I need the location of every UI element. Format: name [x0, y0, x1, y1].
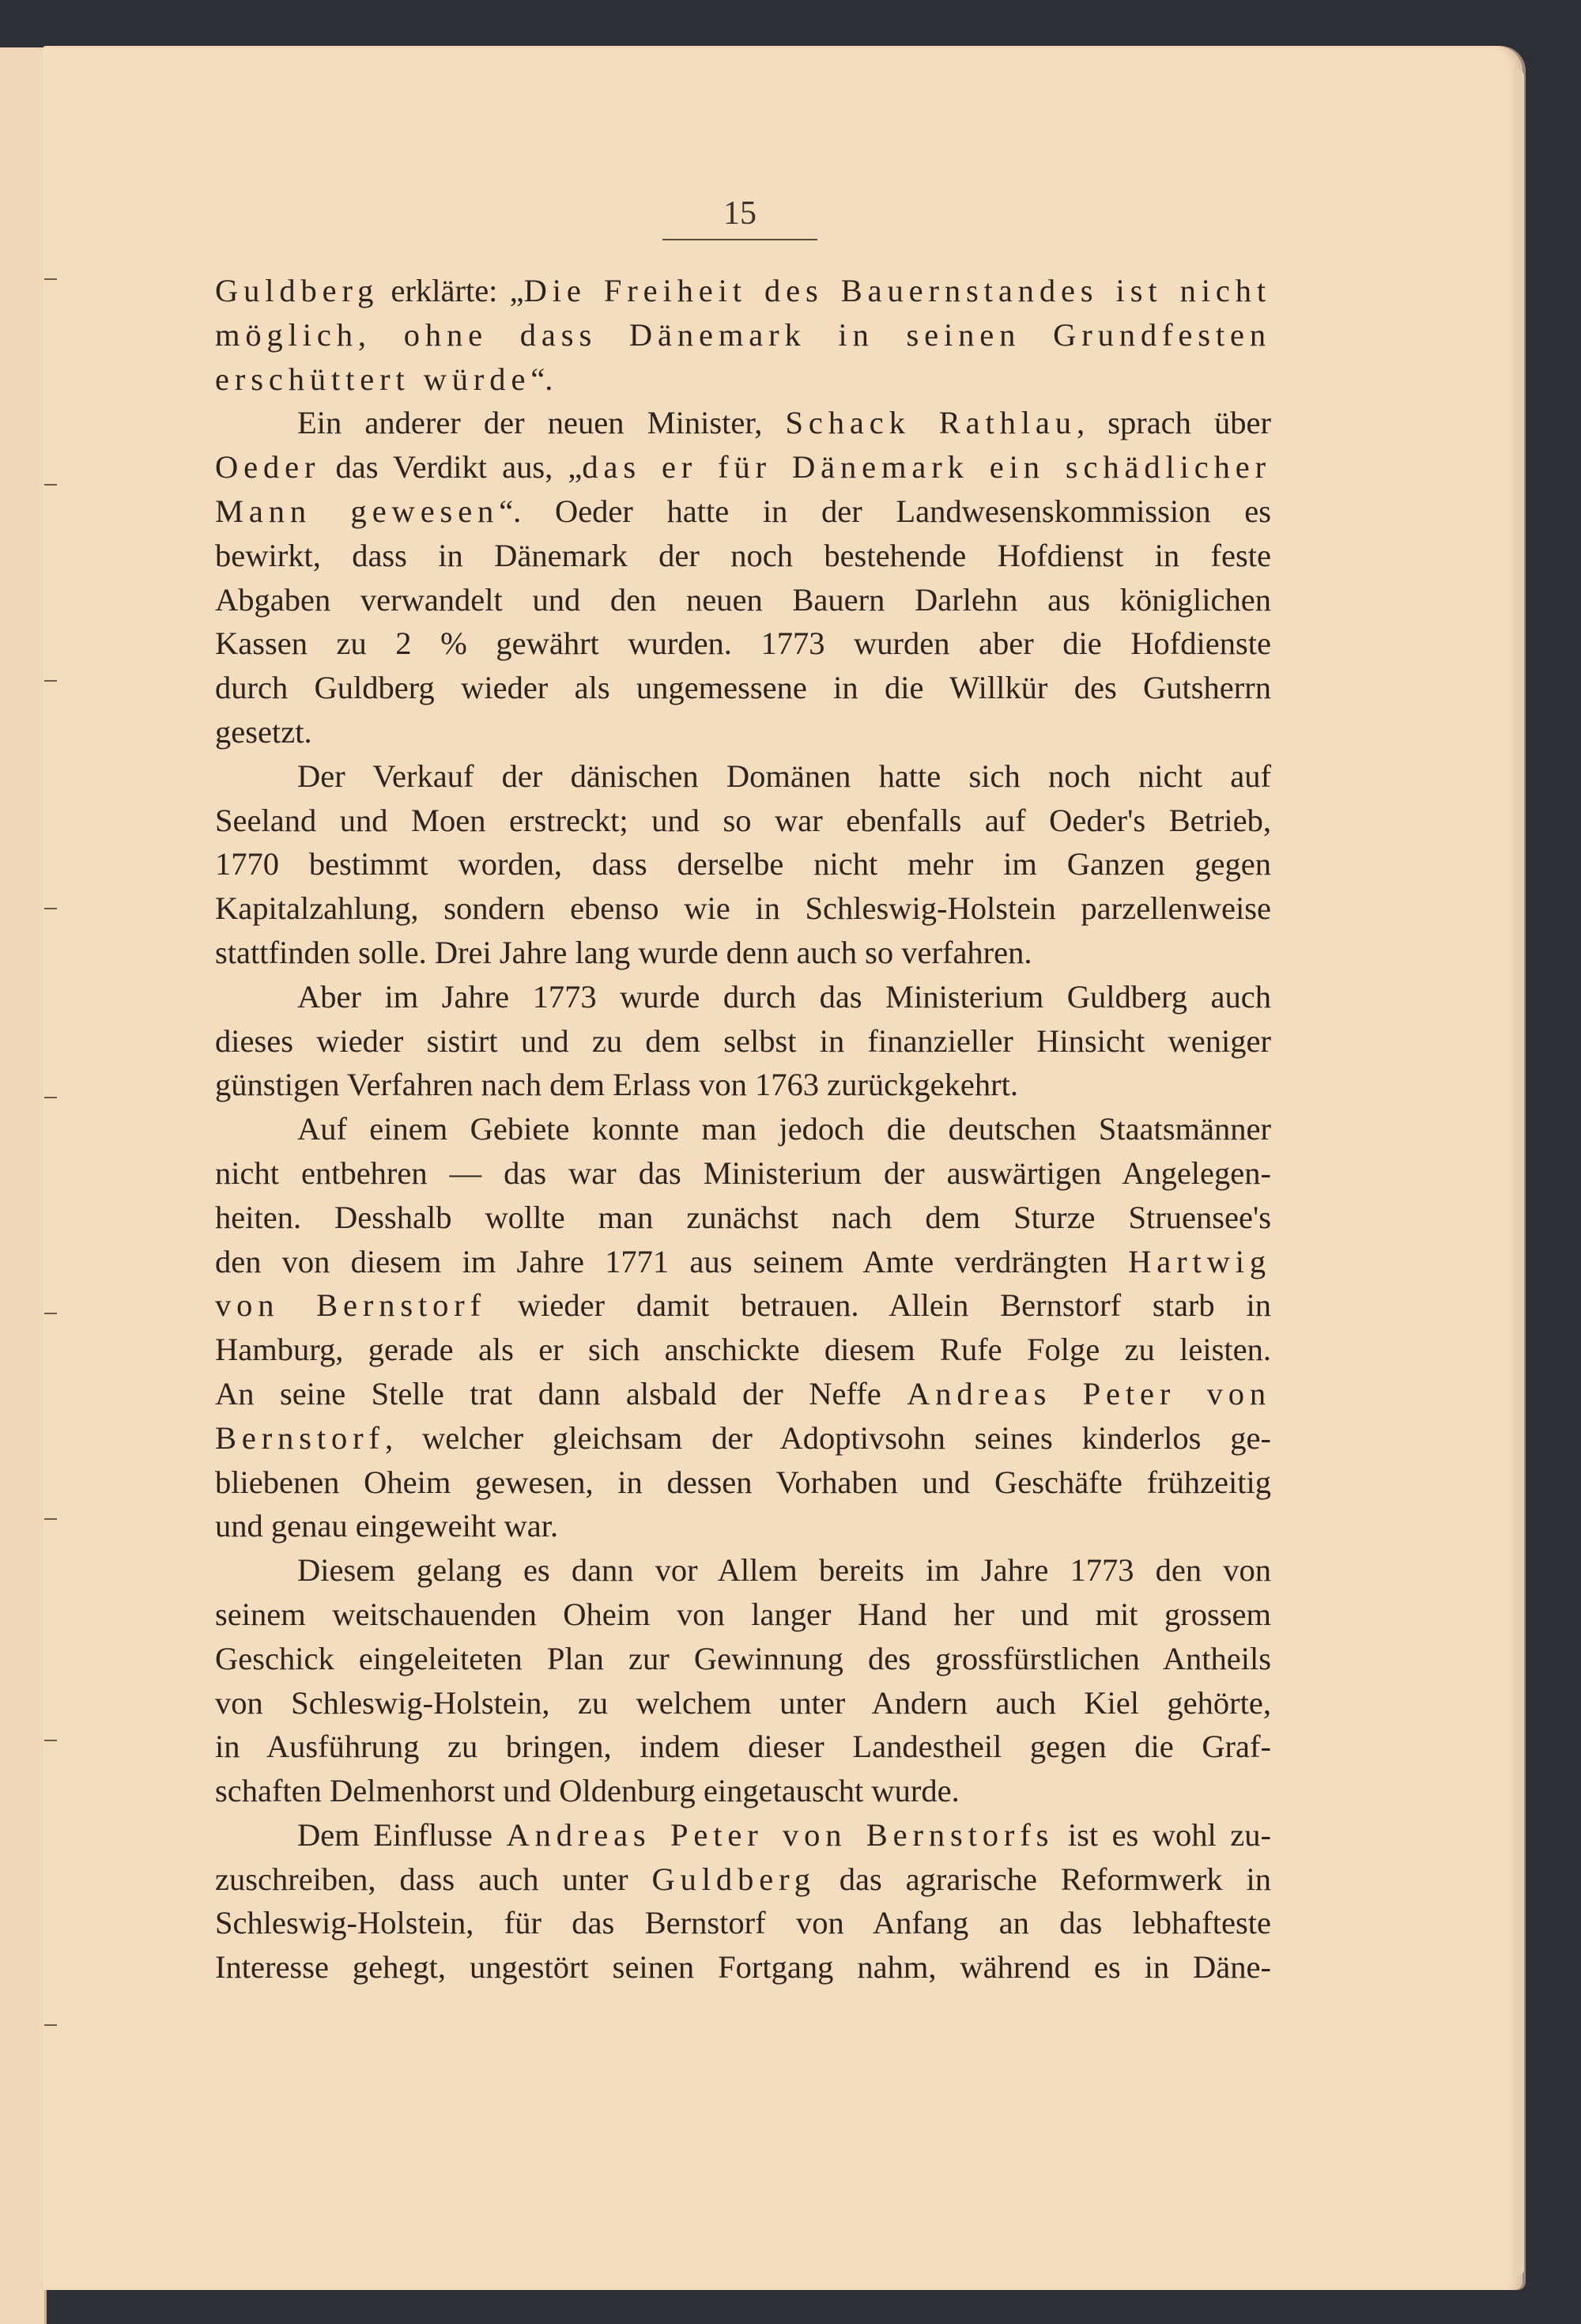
- text-line: [215, 1857, 1271, 1902]
- text-line: [215, 445, 1271, 489]
- text-segment: günstigen Verfahren nach dem Erlass von 1763 zurückgekehrt.: [215, 1067, 1018, 1103]
- spaced-emphasis: Mann gewesen: [215, 493, 500, 529]
- text-line: [215, 1504, 1271, 1548]
- text-line: [215, 1416, 1271, 1461]
- text-line: [215, 578, 1271, 622]
- text-segment: stattfinden solle. Drei Jahre lang wurde denn auch so verfahren.: [215, 934, 1032, 970]
- text-line: [215, 931, 1271, 975]
- spaced-emphasis: möglich, ohne dass Dänemark in seinen Grundfesten: [215, 316, 1271, 353]
- text-line: [215, 1769, 1271, 1813]
- text-segment: zuschreiben, dass auch unter: [215, 1861, 652, 1897]
- text-segment: dieses wieder sistirt und zu dem selbst in finanzieller Hinsicht weniger: [215, 1022, 1271, 1059]
- text-segment: heiten. Desshalb wollte man zunächst nach dem Sturze Struensee's: [215, 1199, 1271, 1235]
- text-segment: Ein anderer der neuen Minister,: [297, 405, 786, 441]
- text-segment: Schleswig-Holstein, für das Bernstorf von Anfang an das lebhafteste: [215, 1905, 1271, 1941]
- text-line: [215, 1548, 1271, 1593]
- spaced-emphasis: Bernstorf: [215, 1419, 385, 1456]
- text-line: [215, 1063, 1271, 1107]
- spaced-emphasis: das er für Dänemark ein schädlicher: [582, 449, 1271, 486]
- text-line: [215, 534, 1271, 578]
- spaced-emphasis: Guldberg: [215, 273, 379, 308]
- text-line: [215, 489, 1271, 534]
- text-segment: Diesem gelang es dann vor Allem bereits im Jahre 1773 den von: [297, 1552, 1271, 1589]
- text-segment: und genau eingeweiht war.: [215, 1508, 559, 1544]
- text-segment: seinem weitschauenden Oheim von langer Hand her und mit grossem: [215, 1596, 1271, 1632]
- text-line: [215, 1283, 1271, 1328]
- text-line: [215, 269, 1271, 313]
- spaced-emphasis: Schack Rathlau: [785, 405, 1077, 441]
- margin-tick: [44, 1313, 57, 1314]
- text-line: [215, 1461, 1271, 1505]
- text-segment: wieder damit betrauen. Allein Bernstorf starb in: [486, 1287, 1271, 1324]
- text-line: [215, 1681, 1271, 1725]
- margin-tick: [44, 1740, 57, 1741]
- margin-tick: [44, 1097, 57, 1098]
- text-segment: Auf einem Gebiete konnte man jedoch die deutschen Staatsmänner: [297, 1111, 1271, 1147]
- text-segment: gesetzt.: [215, 713, 312, 750]
- text-segment: nicht entbehren — das war das Ministerium der auswärtigen Angelegen-: [215, 1154, 1271, 1191]
- text-line: [215, 886, 1271, 931]
- text-segment: von Schleswig-Holstein, zu welchem unter Andern auch Kiel gehörte,: [215, 1684, 1271, 1721]
- text-segment: durch Guldberg wieder als ungemessene in die Willkür des Gutsherrn: [215, 670, 1271, 706]
- spaced-emphasis: erschüttert würde: [215, 361, 531, 397]
- margin-tick: [44, 908, 57, 909]
- text-segment: das agrarische Reformwerk in: [815, 1861, 1271, 1897]
- spaced-emphasis: Die Freiheit des Bauernstandes ist nicht: [523, 273, 1271, 308]
- text-segment: erklärte: „: [379, 273, 524, 308]
- text-segment: “. Oeder hatte in der Landwesenskommission es: [499, 493, 1271, 529]
- text-line: [215, 799, 1271, 843]
- text-segment: Seeland und Moen erstreckt; und so war ebenfalls auf Oeder's Betrieb,: [215, 802, 1271, 838]
- text-line: [215, 1901, 1271, 1945]
- margin-tick: [44, 2024, 57, 2026]
- text-segment: Interesse gehegt, ungestört seinen Fortgang nahm, während es in Däne-: [215, 1949, 1271, 1986]
- text-line: [215, 1107, 1271, 1151]
- text-segment: Kapitalzahlung, sondern ebenso wie in Schleswig-Holstein parzellenweise: [215, 890, 1271, 927]
- text-line: [215, 1151, 1271, 1196]
- text-segment: Dem Einflusse: [297, 1816, 507, 1853]
- text-line: [215, 313, 1271, 357]
- spaced-emphasis: Guldberg: [651, 1861, 816, 1897]
- text-line: [215, 842, 1271, 886]
- text-line: [215, 1196, 1271, 1240]
- text-line: [215, 754, 1271, 799]
- text-segment: , welcher gleichsam der Adoptivsohn seines kinderlos ge-: [384, 1419, 1271, 1456]
- text-line: [215, 622, 1271, 666]
- text-line: [215, 1637, 1271, 1681]
- text-line: [215, 666, 1271, 710]
- text-segment: 1770 bestimmt worden, dass derselbe nicht mehr im Ganzen gegen: [215, 846, 1271, 882]
- text-segment: Der Verkauf der dänischen Domänen hatte sich noch nicht auf: [297, 758, 1271, 794]
- spaced-emphasis: Andreas Peter von Bernstorfs: [506, 1816, 1055, 1853]
- text-line: [215, 1945, 1271, 1990]
- text-line: [215, 1240, 1271, 1284]
- text-segment: Aber im Jahre 1773 wurde durch das Ministerium Guldberg auch: [297, 978, 1271, 1015]
- text-line: [215, 1593, 1271, 1637]
- text-line: [215, 1813, 1271, 1857]
- text-segment: An seine Stelle trat dann alsbald der Neffe: [215, 1375, 907, 1411]
- text-segment: Geschick eingeleiteten Plan zur Gewinnung des grossfürstlichen Antheils: [215, 1640, 1271, 1676]
- text-line: [215, 975, 1271, 1019]
- margin-tick: [44, 1518, 57, 1520]
- text-segment: , sprach über: [1076, 405, 1271, 441]
- text-line: [215, 1328, 1271, 1372]
- spaced-emphasis: Andreas Peter von: [907, 1375, 1271, 1411]
- text-segment: den von diesem im Jahre 1771 aus seinem Amte verdrängten: [215, 1243, 1129, 1279]
- text-segment: bewirkt, dass in Dänemark der noch bestehende Hofdienst in feste: [215, 537, 1271, 573]
- text-segment: in Ausführung zu bringen, indem dieser Landestheil gegen die Graf-: [215, 1729, 1271, 1765]
- page-edge: [1513, 70, 1524, 2276]
- text-segment: “.: [530, 361, 553, 397]
- text-line: [215, 1372, 1271, 1416]
- text-segment: das Verdikt aus, „: [320, 449, 583, 486]
- margin-tick: [44, 484, 57, 486]
- body-text: [215, 269, 1271, 1990]
- margin-tick: [44, 680, 57, 682]
- spaced-emphasis: von Bernstorf: [215, 1287, 487, 1324]
- previous-page-edge: [0, 47, 47, 2324]
- text-segment: Kassen zu 2 % gewährt wurden. 1773 wurden aber die Hofdienste: [215, 625, 1271, 662]
- margin-tick: [44, 278, 57, 280]
- text-line: [215, 357, 1271, 402]
- text-line: [215, 710, 1271, 754]
- page-number: 15: [723, 195, 757, 232]
- text-segment: Hamburg, gerade als er sich anschickte diesem Rufe Folge zu leisten.: [215, 1332, 1271, 1368]
- text-segment: Abgaben verwandelt und den neuen Bauern Darlehn aus königlichen: [215, 581, 1271, 618]
- text-segment: bliebenen Oheim gewesen, in dessen Vorhaben und Geschäfte frühzeitig: [215, 1464, 1271, 1500]
- text-segment: schaften Delmenhorst und Oldenburg eingetauscht wurde.: [215, 1773, 960, 1809]
- text-line: [215, 401, 1271, 445]
- page-number-rule: [662, 239, 817, 240]
- spaced-emphasis: Hartwig: [1128, 1243, 1271, 1279]
- text-line: [215, 1725, 1271, 1769]
- text-segment: ist es wohl zu-: [1054, 1816, 1271, 1853]
- text-line: [215, 1019, 1271, 1064]
- spaced-emphasis: Oeder: [215, 449, 321, 486]
